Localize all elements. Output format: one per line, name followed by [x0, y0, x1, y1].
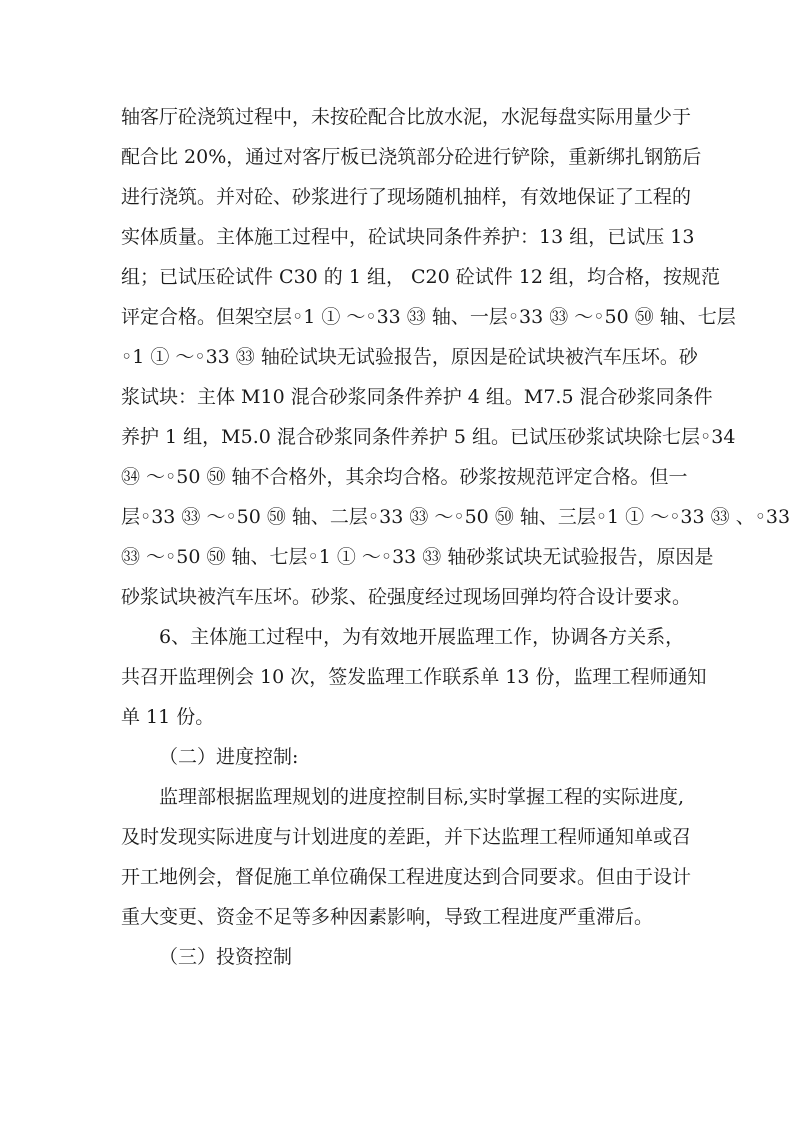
text-line: 实体质量。主体施工过程中，砼试块同条件养护：13 组，已试压 13 [121, 226, 695, 248]
section-heading: （三）投资控制 [159, 946, 293, 968]
text-line: 轴客厅砼浇筑过程中，未按砼配合比放水泥，水泥每盘实际用量少于 [121, 106, 692, 128]
text-line: 砂浆试块被汽车压坏。砂浆、砼强度经过现场回弹均符合设计要求。 [121, 586, 692, 608]
text-line: 开工地例会，督促施工单位确保工程进度达到合同要求。但由于设计 [121, 866, 692, 888]
section-heading: （二）进度控制: [159, 746, 299, 768]
text-line: 养护 1 组，M5.0 混合砂浆同条件养护 5 组。已试压砂浆试块除七层◦34 [121, 426, 736, 448]
text-line: 评定合格。但架空层◦1 ① ～◦33 ㉝ 轴、一层◦33 ㉝ ～◦50 ㊿ 轴、七层 [121, 306, 736, 328]
text-line: ◦1 ① ～◦33 ㉝ 轴砼试块无试验报告，原因是砼试块被汽车压坏。砂 [121, 346, 698, 368]
text-line: 进行浇筑。并对砼、砂浆进行了现场随机抽样，有效地保证了工程的 [121, 186, 692, 208]
text-line: 及时发现实际进度与计划进度的差距，并下达监理工程师通知单或召 [121, 826, 692, 848]
text-line: 层◦33 ㉝ ～◦50 ㊿ 轴、二层◦33 ㉝ ～◦50 ㊿ 轴、三层◦1 ① ～◦33 ㉝ 、◦33 [121, 506, 791, 528]
text-line: 配合比 20%，通过对客厅板已浇筑部分砼进行铲除，重新绑扎钢筋后 [121, 146, 702, 168]
text-line: ㉞ ～◦50 ㊿ 轴不合格外，其余均合格。砂浆按规范评定合格。但一 [121, 466, 688, 488]
text-line: 共召开监理例会 10 次，签发监理工作联系单 13 份，监理工程师通知 [121, 666, 707, 688]
text-line: 浆试块：主体 M10 混合砂浆同条件养护 4 组。M7.5 混合砂浆同条件 [121, 386, 713, 408]
text-line: 监理部根据监理规划的进度控制目标,实时掌握工程的实际进度, [159, 786, 685, 808]
text-line: ㉝ ～◦50 ㊿ 轴、七层◦1 ① ～◦33 ㉝ 轴砂浆试块无试验报告，原因是 [121, 546, 714, 568]
text-line: 单 11 份。 [121, 706, 215, 728]
text-line: 6、主体施工过程中，为有效地开展监理工作，协调各方关系， [159, 626, 685, 648]
text-line: 重大变更、资金不足等多种因素影响，导致工程进度严重滞后。 [121, 906, 654, 928]
text-line: 组；已试压砼试件 C30 的 1 组， C20 砼试件 12 组，均合格，按规范 [121, 266, 721, 288]
